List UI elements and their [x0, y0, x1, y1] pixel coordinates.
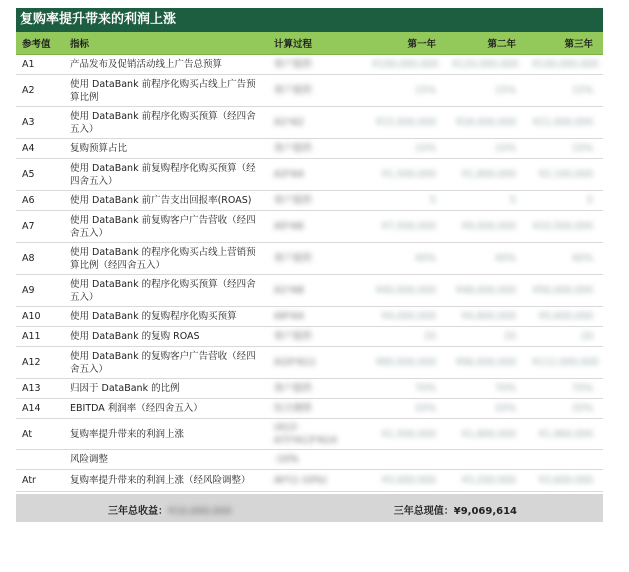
row-year3: ¥56,000,000: [526, 275, 603, 307]
row-metric: 风险调整: [64, 450, 268, 470]
row-year2: ¥1,800,000: [446, 419, 526, 450]
row-ref: A8: [16, 243, 64, 275]
row-metric: 产品发布及促销活动线上广告总预算: [64, 55, 268, 75]
row-year3: ¥3,600,000: [526, 470, 603, 492]
row-metric: 使用 DataBank 的复购客户广告营收（经四舍五入）: [64, 347, 268, 379]
row-ref: [16, 450, 64, 470]
header-row: [16, 32, 603, 55]
row-year2: ¥9,000,000: [446, 211, 526, 243]
table-row: [16, 470, 603, 492]
row-ref: A9: [16, 275, 64, 307]
row-year1: 70%: [366, 379, 446, 399]
header-ref: 参考值: [16, 32, 64, 55]
row-ref: A2: [16, 75, 64, 107]
row-year1: ¥80,000,000: [366, 347, 446, 379]
row-year2: ¥1,800,000: [446, 159, 526, 191]
header-year3: 第三年: [526, 32, 603, 55]
row-year3: 20: [526, 327, 603, 347]
row-ref: A11: [16, 327, 64, 347]
row-year3: [526, 450, 603, 470]
header-metric: 指标: [64, 32, 268, 55]
row-calc: A10*A11: [268, 347, 366, 379]
three-year-present-value: 三年总现值：¥9,069,614: [393, 506, 517, 517]
row-ref: A6: [16, 191, 64, 211]
row-year3: 40%: [526, 243, 603, 275]
row-year2: 5: [446, 191, 526, 211]
row-year1: 40%: [366, 243, 446, 275]
table-row: [16, 379, 603, 399]
row-calc: -10%: [268, 450, 366, 470]
table-row: [16, 450, 603, 470]
row-year1: [366, 450, 446, 470]
row-year2: [446, 450, 526, 470]
table-row: [16, 159, 603, 191]
row-year3: ¥10,500,000: [526, 211, 603, 243]
row-year2: ¥4,800,000: [446, 307, 526, 327]
header-year2: 第二年: [446, 32, 526, 55]
row-metric: 使用 DataBank 前程序化购买预算（经四舍五入）: [64, 107, 268, 139]
header-calc: 计算过程: [268, 32, 366, 55]
row-metric: 归因于 DataBank 的比例: [64, 379, 268, 399]
row-year2: 15%: [446, 75, 526, 107]
row-ref: A4: [16, 139, 64, 159]
table-row: [16, 191, 603, 211]
row-year3: ¥140,000,000: [526, 55, 603, 75]
row-calc: 综合测算: [268, 399, 366, 419]
row-year1: 20%: [366, 399, 446, 419]
profit-table: [16, 32, 603, 492]
row-calc: 客户提供: [268, 55, 366, 75]
row-year3: 15%: [526, 75, 603, 107]
three-year-total: [108, 502, 232, 517]
row-year2: 20%: [446, 399, 526, 419]
profit-table-panel: [16, 8, 603, 522]
row-year1: ¥1,500,000: [366, 419, 446, 450]
summary-bar: [16, 494, 603, 522]
row-year3: ¥2,100,000: [526, 159, 603, 191]
row-calc: A1*A8: [268, 275, 366, 307]
row-year2: 70%: [446, 379, 526, 399]
row-year3: 10%: [526, 139, 603, 159]
total-label: 三年总收益：: [108, 506, 168, 517]
table-row: [16, 307, 603, 327]
row-metric: 使用 DataBank 的复购 ROAS: [64, 327, 268, 347]
row-ref: A3: [16, 107, 64, 139]
row-year1: ¥100,000,000: [366, 55, 446, 75]
row-year3: ¥21,000,000: [526, 107, 603, 139]
table-row: [16, 55, 603, 75]
row-year3: ¥5,600,000: [526, 307, 603, 327]
row-metric: 使用 DataBank 的复购程序化购买预算: [64, 307, 268, 327]
row-metric: 使用 DataBank 前程序化购买占线上广告预算比例: [64, 75, 268, 107]
row-year1: ¥40,000,000: [366, 275, 446, 307]
row-calc: 客户提供: [268, 191, 366, 211]
table-row: [16, 211, 603, 243]
row-metric: 复购预算占比: [64, 139, 268, 159]
total-value: ¥10,000,000: [168, 506, 232, 517]
row-year1: 20: [366, 327, 446, 347]
row-metric: 复购率提升带来的利润上涨（经风险调整）: [64, 470, 268, 492]
row-year1: ¥3,000,000: [366, 470, 446, 492]
table-row: [16, 139, 603, 159]
row-calc: A9*A4: [268, 307, 366, 327]
row-year1: ¥7,500,000: [366, 211, 446, 243]
row-calc: A5*A6: [268, 211, 366, 243]
row-ref: A10: [16, 307, 64, 327]
row-calc: 客户提供: [268, 379, 366, 399]
row-calc: A3*A4: [268, 159, 366, 191]
row-year2: 10%: [446, 139, 526, 159]
row-ref: Atr: [16, 470, 64, 492]
table-title: 复购率提升带来的利润上涨: [16, 8, 603, 32]
row-year1: ¥1,500,000: [366, 159, 446, 191]
row-year1: ¥15,000,000: [366, 107, 446, 139]
row-year2: ¥3,200,000: [446, 470, 526, 492]
row-year1: 10%: [366, 139, 446, 159]
row-ref: A1: [16, 55, 64, 75]
row-year2: 20: [446, 327, 526, 347]
row-ref: A7: [16, 211, 64, 243]
table-row: [16, 107, 603, 139]
row-ref: At: [16, 419, 64, 450]
row-year3: 70%: [526, 379, 603, 399]
row-year3: 20%: [526, 399, 603, 419]
row-year1: 15%: [366, 75, 446, 107]
row-metric: 使用 DataBank 的程序化购买占线上营销预算比例（经四舍五入）: [64, 243, 268, 275]
row-metric: 使用 DataBank 前复购程序化购买预算（经四舍五入）: [64, 159, 268, 191]
row-ref: A14: [16, 399, 64, 419]
table-row: [16, 243, 603, 275]
row-year3: ¥112,000,000: [526, 347, 603, 379]
row-ref: A13: [16, 379, 64, 399]
table-row: [16, 75, 603, 107]
row-metric: 使用 DataBank 的程序化购买预算（经四舍五入）: [64, 275, 268, 307]
row-year2: ¥120,000,000: [446, 55, 526, 75]
row-metric: 使用 DataBank 前复购客户广告营收（经四舍五入）: [64, 211, 268, 243]
row-year2: 40%: [446, 243, 526, 275]
table-row: [16, 399, 603, 419]
table-row: [16, 327, 603, 347]
row-year1: ¥4,000,000: [366, 307, 446, 327]
row-calc: At*(1-10%): [268, 470, 366, 492]
header-year1: 第一年: [366, 32, 446, 55]
row-ref: A5: [16, 159, 64, 191]
row-year2: ¥48,000,000: [446, 275, 526, 307]
row-year3: 5: [526, 191, 603, 211]
row-calc: A1*A2: [268, 107, 366, 139]
row-calc: 客户提供: [268, 243, 366, 275]
row-calc: 客户提供: [268, 75, 366, 107]
row-metric: 复购率提升带来的利润上涨: [64, 419, 268, 450]
row-year1: 5: [366, 191, 446, 211]
row-year3: ¥1,960,000: [526, 419, 603, 450]
row-calc: 客户提供: [268, 327, 366, 347]
row-metric: 使用 DataBank 前广告支出回报率(ROAS): [64, 191, 268, 211]
row-calc: (A12-A7)*A13*A14: [268, 419, 366, 450]
table-row: [16, 275, 603, 307]
row-metric: EBITDA 利润率（经四舍五入）: [64, 399, 268, 419]
row-year2: ¥18,000,000: [446, 107, 526, 139]
table-row: [16, 419, 603, 450]
table-row: [16, 347, 603, 379]
row-ref: A12: [16, 347, 64, 379]
row-calc: 客户提供: [268, 139, 366, 159]
row-year2: ¥96,000,000: [446, 347, 526, 379]
